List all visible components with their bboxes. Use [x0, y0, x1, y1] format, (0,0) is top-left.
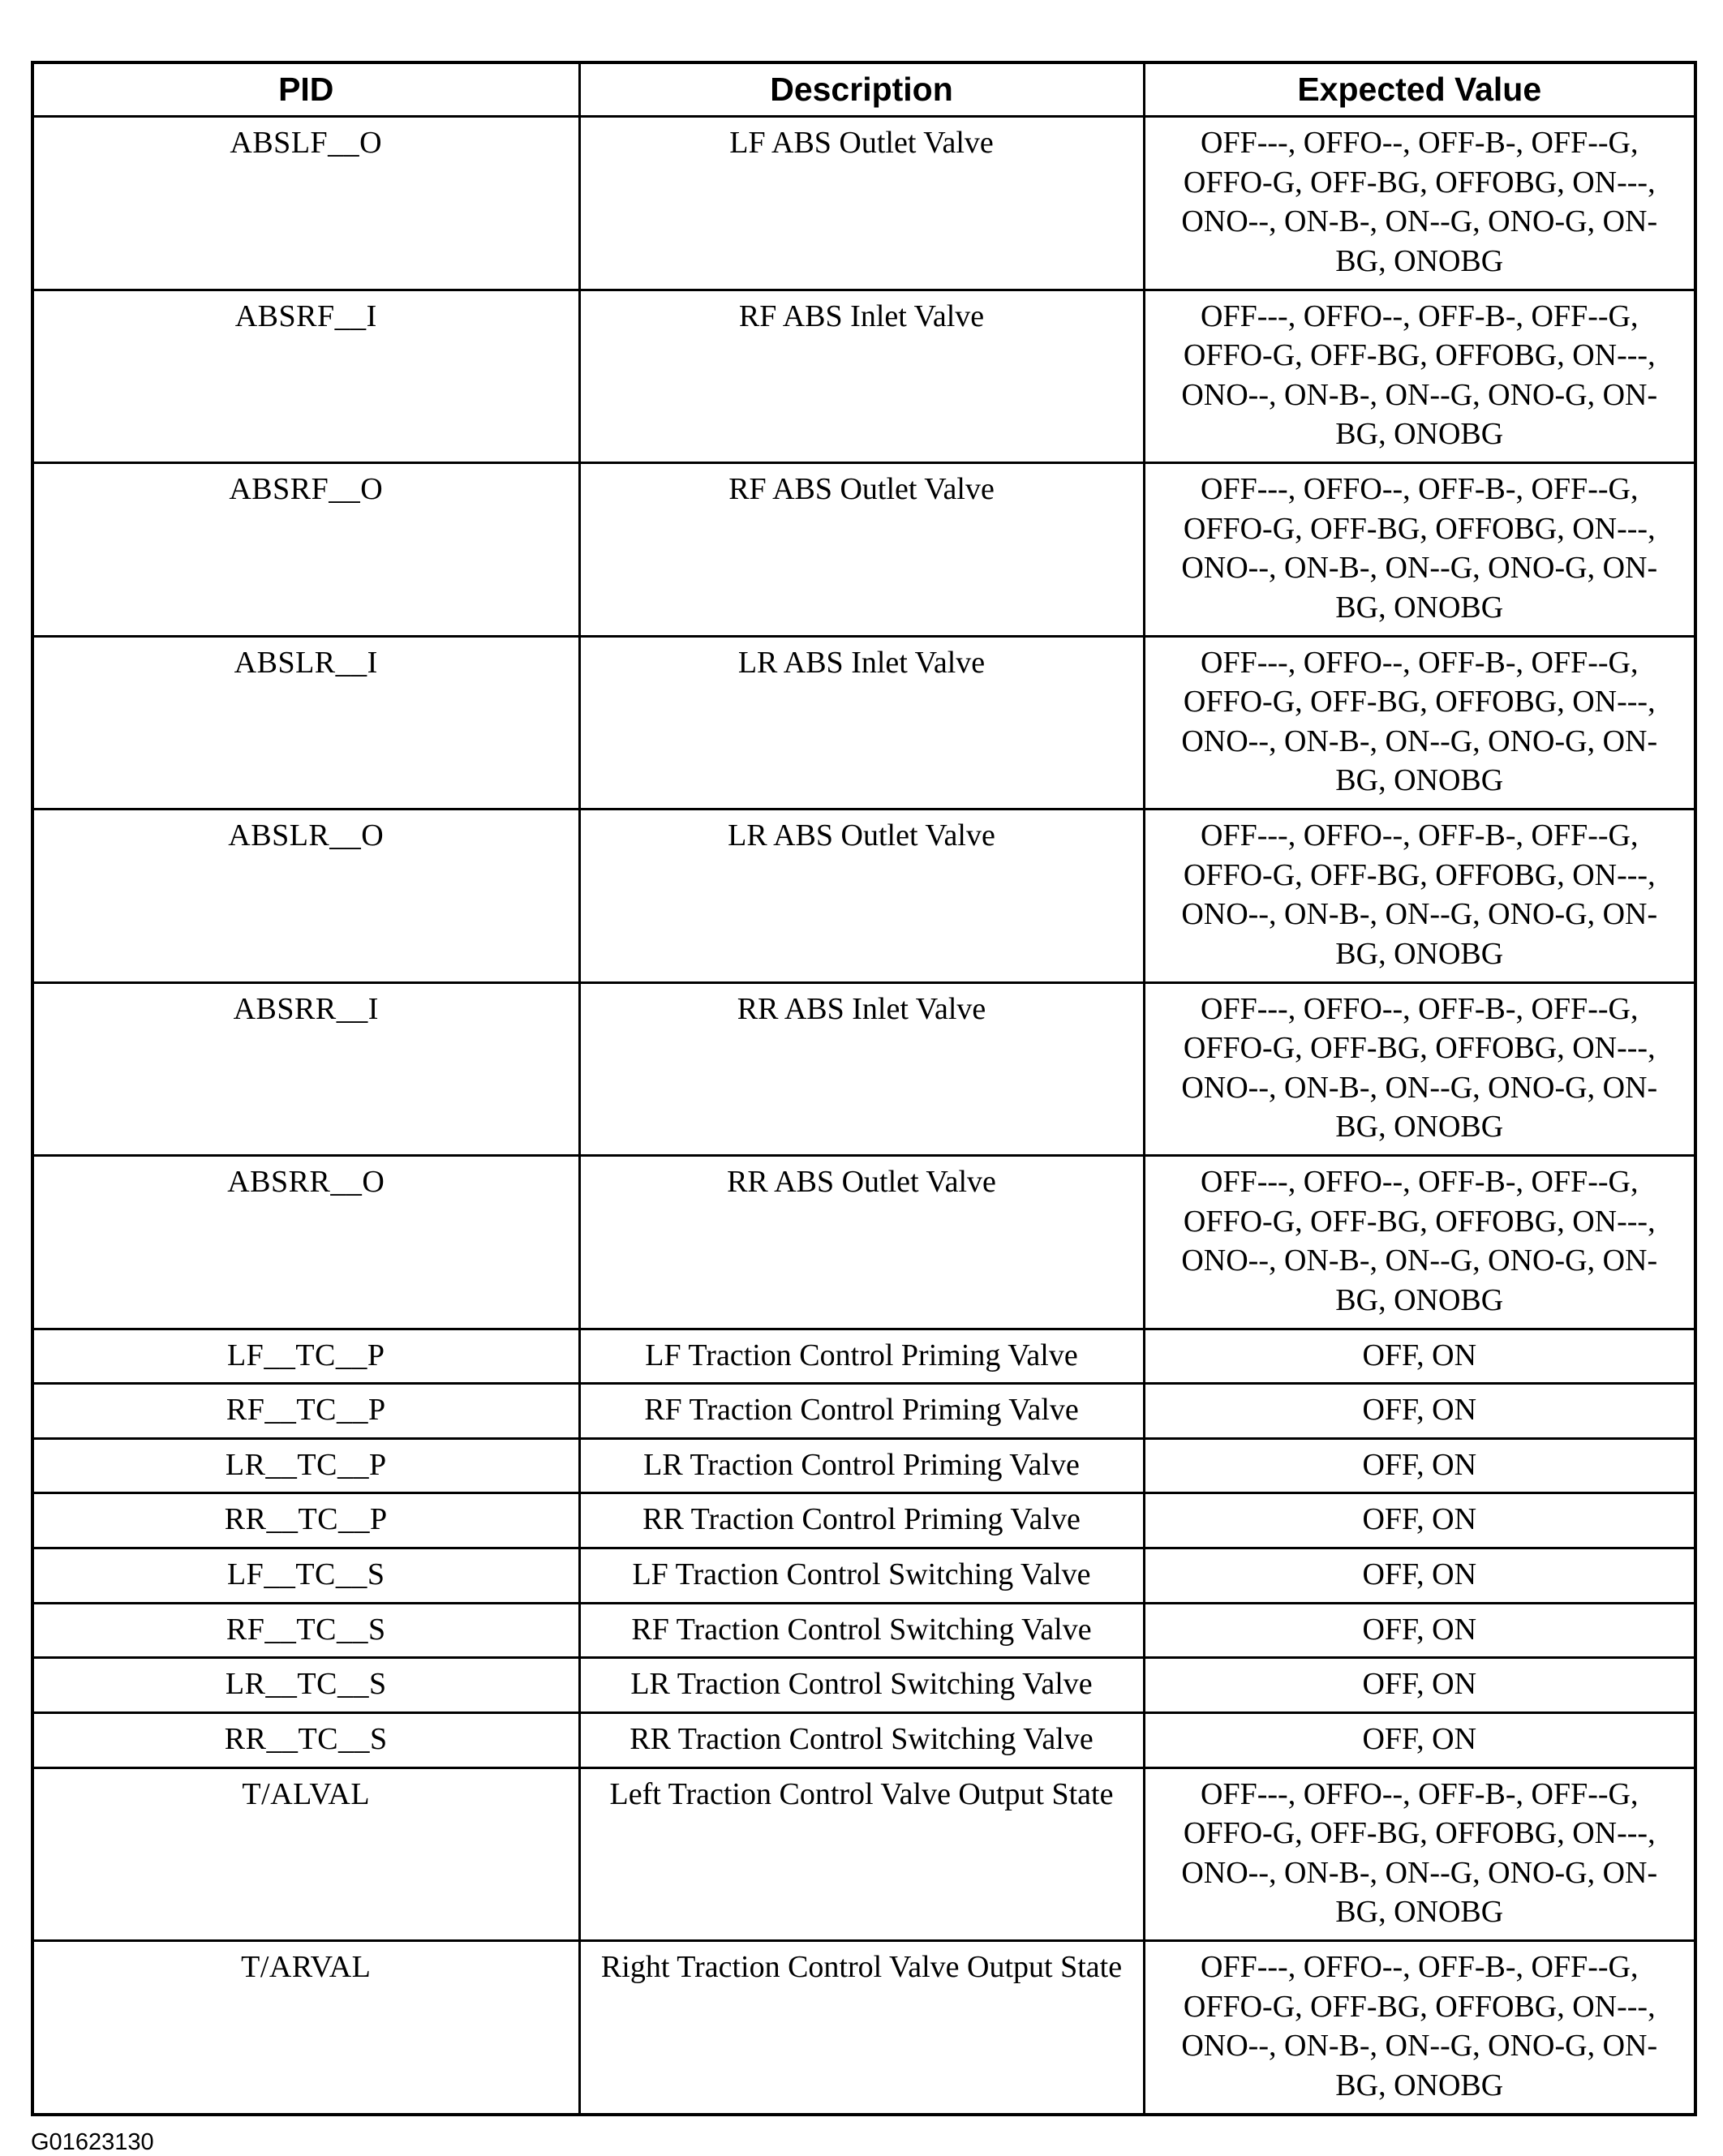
pid-cell: RR__TC__P: [32, 1493, 579, 1548]
table-header-row: [32, 62, 1695, 117]
table-row: [32, 636, 1695, 810]
expected-value-cell: OFF---, OFFO--, OFF-B-, OFF--G, OFFO-G, OFF-BG, OFFOBG, ON---, ONO--, ON-B-, ON--G, ONO-G, ON-BG, ONOBG: [1144, 290, 1695, 463]
description-cell: RF Traction Control Priming Valve: [579, 1384, 1144, 1439]
pid-cell: T/ARVAL: [32, 1941, 579, 2115]
header-expected-value: Expected Value: [1144, 62, 1695, 117]
table-row: [32, 982, 1695, 1156]
table-row: [32, 1712, 1695, 1767]
table-row: [32, 1767, 1695, 1941]
table-row: [32, 1384, 1695, 1439]
description-cell: LF Traction Control Switching Valve: [579, 1548, 1144, 1604]
description-cell: RF ABS Outlet Valve: [579, 463, 1144, 637]
pid-cell: RR__TC__S: [32, 1712, 579, 1767]
table-row: [32, 1941, 1695, 2115]
expected-value-cell: OFF---, OFFO--, OFF-B-, OFF--G, OFFO-G, OFF-BG, OFFOBG, ON---, ONO--, ON-B-, ON--G, ONO-G, ON-BG, ONOBG: [1144, 1156, 1695, 1329]
description-cell: RF Traction Control Switching Valve: [579, 1603, 1144, 1658]
expected-value-cell: OFF---, OFFO--, OFF-B-, OFF--G, OFFO-G, OFF-BG, OFFOBG, ON---, ONO--, ON-B-, ON--G, ONO-G, ON-BG, ONOBG: [1144, 982, 1695, 1156]
expected-value-cell: OFF, ON: [1144, 1493, 1695, 1548]
figure-id: G01623130: [31, 2128, 154, 2155]
description-cell: LF Traction Control Priming Valve: [579, 1329, 1144, 1384]
pid-cell: ABSRR__I: [32, 982, 579, 1156]
expected-value-cell: OFF---, OFFO--, OFF-B-, OFF--G, OFFO-G, OFF-BG, OFFOBG, ON---, ONO--, ON-B-, ON--G, ONO-G, ON-BG, ONOBG: [1144, 810, 1695, 983]
table-row: [32, 1329, 1695, 1384]
pid-cell: LF__TC__P: [32, 1329, 579, 1384]
expected-value-cell: OFF, ON: [1144, 1548, 1695, 1604]
table-row: [32, 1548, 1695, 1604]
expected-value-cell: OFF, ON: [1144, 1603, 1695, 1658]
table-row: [32, 1156, 1695, 1329]
table-row: [32, 117, 1695, 290]
pid-cell: RF__TC__S: [32, 1603, 579, 1658]
pid-cell: ABSLR__I: [32, 636, 579, 810]
expected-value-cell: OFF---, OFFO--, OFF-B-, OFF--G, OFFO-G, OFF-BG, OFFOBG, ON---, ONO--, ON-B-, ON--G, ONO-G, ON-BG, ONOBG: [1144, 1941, 1695, 2115]
pid-cell: T/ALVAL: [32, 1767, 579, 1941]
description-cell: Right Traction Control Valve Output State: [579, 1941, 1144, 2115]
pid-cell: RF__TC__P: [32, 1384, 579, 1439]
table-row: [32, 1603, 1695, 1658]
pid-cell: ABSRR__O: [32, 1156, 579, 1329]
expected-value-cell: OFF---, OFFO--, OFF-B-, OFF--G, OFFO-G, OFF-BG, OFFOBG, ON---, ONO--, ON-B-, ON--G, ONO-G, ON-BG, ONOBG: [1144, 636, 1695, 810]
pid-cell: ABSRF__O: [32, 463, 579, 637]
description-cell: Left Traction Control Valve Output State: [579, 1767, 1144, 1941]
pid-expected-value-table: [31, 61, 1697, 2116]
table-row: [32, 1493, 1695, 1548]
description-cell: LR ABS Inlet Valve: [579, 636, 1144, 810]
description-cell: LR ABS Outlet Valve: [579, 810, 1144, 983]
table-body: [32, 117, 1695, 2115]
expected-value-cell: OFF---, OFFO--, OFF-B-, OFF--G, OFFO-G, OFF-BG, OFFOBG, ON---, ONO--, ON-B-, ON--G, ONO-G, ON-BG, ONOBG: [1144, 1767, 1695, 1941]
expected-value-cell: OFF, ON: [1144, 1712, 1695, 1767]
pid-cell: ABSRF__I: [32, 290, 579, 463]
description-cell: RR Traction Control Switching Valve: [579, 1712, 1144, 1767]
table-row: [32, 810, 1695, 983]
expected-value-cell: OFF, ON: [1144, 1438, 1695, 1493]
table-row: [32, 463, 1695, 637]
header-description: Description: [579, 62, 1144, 117]
pid-cell: ABSLF__O: [32, 117, 579, 290]
expected-value-cell: OFF---, OFFO--, OFF-B-, OFF--G, OFFO-G, OFF-BG, OFFOBG, ON---, ONO--, ON-B-, ON--G, ONO-G, ON-BG, ONOBG: [1144, 463, 1695, 637]
pid-cell: ABSLR__O: [32, 810, 579, 983]
table-row: [32, 290, 1695, 463]
table-row: [32, 1658, 1695, 1713]
table-row: [32, 1438, 1695, 1493]
expected-value-cell: OFF, ON: [1144, 1384, 1695, 1439]
description-cell: RR Traction Control Priming Valve: [579, 1493, 1144, 1548]
description-cell: LR Traction Control Switching Valve: [579, 1658, 1144, 1713]
pid-cell: LR__TC__S: [32, 1658, 579, 1713]
pid-cell: LR__TC__P: [32, 1438, 579, 1493]
pid-cell: LF__TC__S: [32, 1548, 579, 1604]
expected-value-cell: OFF, ON: [1144, 1329, 1695, 1384]
description-cell: LF ABS Outlet Valve: [579, 117, 1144, 290]
description-cell: RR ABS Inlet Valve: [579, 982, 1144, 1156]
expected-value-cell: OFF, ON: [1144, 1658, 1695, 1713]
header-pid: PID: [32, 62, 579, 117]
document-page: [31, 61, 1694, 2156]
description-cell: RF ABS Inlet Valve: [579, 290, 1144, 463]
description-cell: RR ABS Outlet Valve: [579, 1156, 1144, 1329]
expected-value-cell: OFF---, OFFO--, OFF-B-, OFF--G, OFFO-G, OFF-BG, OFFOBG, ON---, ONO--, ON-B-, ON--G, ONO-G, ON-BG, ONOBG: [1144, 117, 1695, 290]
description-cell: LR Traction Control Priming Valve: [579, 1438, 1144, 1493]
